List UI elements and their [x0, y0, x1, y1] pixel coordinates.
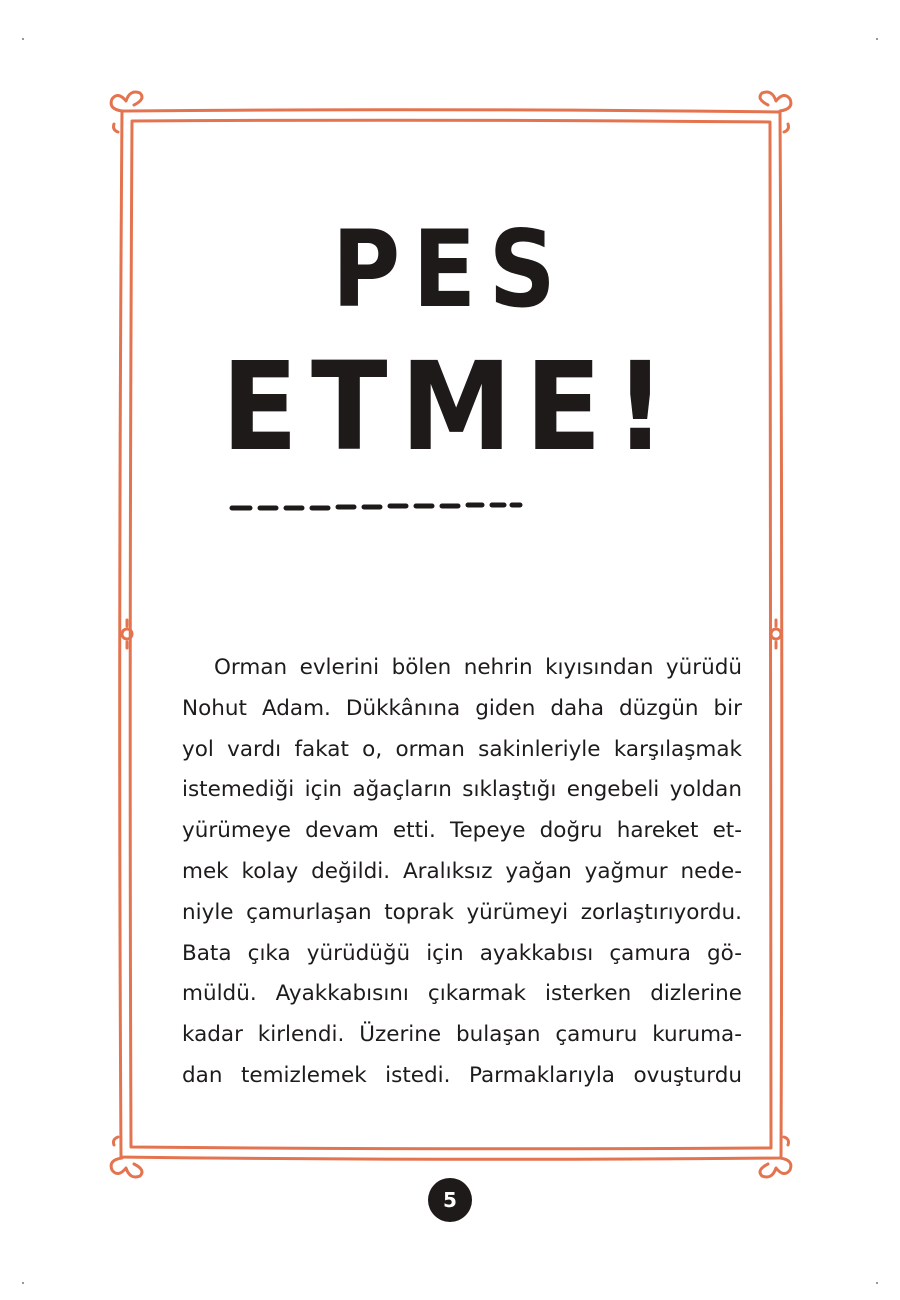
paragraph-line: Bata çıka yürüdüğü için ayakkabısı çamura gö- — [182, 940, 742, 966]
paragraph-line: istemediği için ağaçların sıklaştığı engebeli yoldan — [182, 777, 742, 803]
paragraph-line: kadar kirlendi. Üzerine bulaşan çamuru kuruma- — [182, 1022, 742, 1048]
paragraph-line: yol vardı fakat o, orman sakinleriyle karşılaşmak — [182, 736, 742, 762]
paragraph-line: yürümeye devam etti. Tepeye doğru hareket et- — [182, 818, 742, 844]
paragraph-line: Orman evlerini bölen nehrin kıyısından yürüdü — [214, 655, 742, 680]
paragraph-line: mek kolay değildi. Aralıksız yağan yağmur nede- — [182, 858, 742, 884]
page-title-line1: PES — [331, 208, 569, 331]
paragraph-line: müldü. Ayakkabısını çıkarmak isterken dizlerine — [182, 981, 742, 1007]
paragraph-line: Nohut Adam. Dükkânına giden daha düzgün bir — [182, 695, 742, 721]
page-title-line2: ETME! — [221, 336, 679, 478]
title-dashed-underline — [228, 502, 523, 512]
paragraph-line: dan temizlemek istedi. Parmaklarıyla ovuşturdu — [182, 1062, 742, 1088]
page-number-badge: 5 — [428, 1178, 472, 1222]
story-paragraph — [182, 648, 742, 1097]
paragraph-line: niyle çamurlaşan toprak yürümeyi zorlaştırıyordu. — [182, 899, 742, 925]
